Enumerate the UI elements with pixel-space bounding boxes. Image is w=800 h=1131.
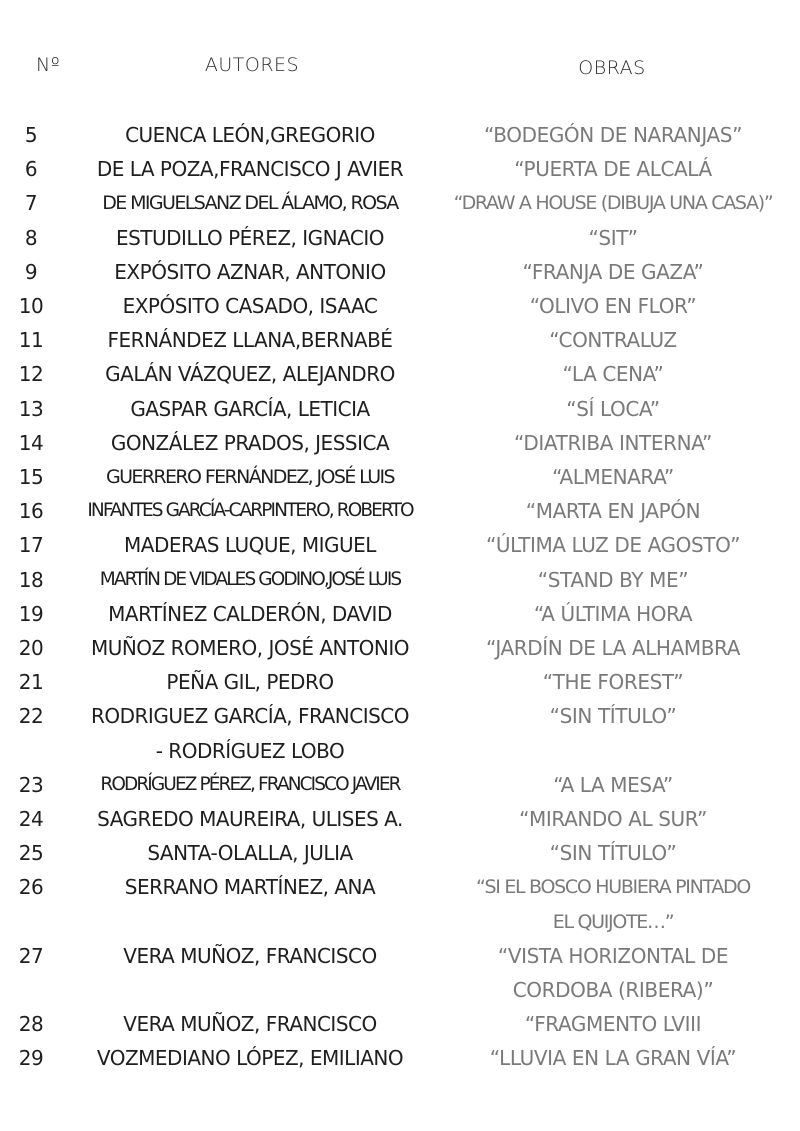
work-title (438, 836, 788, 870)
entry-number: 20 (18, 636, 44, 661)
work-title (438, 392, 788, 426)
author-line: GUERRERO FERNÁNDEZ, JOSÉ LUIS (105, 466, 394, 489)
work-title (438, 460, 788, 494)
author-name (62, 597, 438, 631)
author-name (62, 1007, 438, 1041)
work-title (438, 323, 788, 357)
author-name (62, 255, 438, 289)
entry-number: 29 (18, 1046, 44, 1071)
entry-number: 15 (18, 465, 44, 490)
entry-number: 26 (18, 875, 44, 900)
entry-number: 8 (24, 225, 38, 250)
work-title (438, 1041, 788, 1075)
entry-number: 27 (18, 943, 44, 968)
author-name (62, 699, 438, 767)
work-line: “A LA MESA” (553, 772, 673, 797)
author-name (62, 186, 438, 220)
work-line: “FRAGMENTO LVIII (524, 1012, 702, 1037)
work-title (438, 186, 788, 220)
author-name (62, 357, 438, 391)
work-line: “FRANJA DE GAZA” (522, 259, 704, 284)
list-item (0, 494, 800, 528)
author-name (62, 152, 438, 186)
author-line: ESTUDILLO PÉREZ, IGNACIO (115, 225, 385, 250)
author-line: GONZÁLEZ PRADOS, JESSICA (110, 430, 390, 455)
author-line: SANTA-OLALLA, JULIA (147, 841, 353, 866)
author-name (62, 1041, 438, 1075)
work-line: “LA CENA” (562, 362, 664, 387)
list-item (0, 699, 800, 767)
work-line: “MIRANDO AL SUR” (519, 807, 707, 832)
author-name (62, 836, 438, 870)
list-item (0, 1041, 800, 1075)
work-line: “OLIVO EN FLOR” (529, 294, 697, 319)
work-line: “SIN TÍTULO” (549, 704, 677, 729)
artworks-list (0, 118, 800, 1076)
list-item (0, 768, 800, 802)
author-name (62, 118, 438, 152)
author-line: EXPÓSITO AZNAR, ANTONIO (114, 259, 386, 284)
author-line: DE LA POZA,FRANCISCO J AVIER (96, 157, 404, 182)
list-item (0, 186, 800, 220)
author-line: RODRÍGUEZ PÉREZ, FRANCISCO JAVIER (100, 773, 400, 795)
header-works: OBRAS (578, 57, 646, 79)
entry-number: 10 (18, 294, 44, 319)
list-item (0, 255, 800, 289)
work-line: “THE FOREST” (542, 670, 684, 695)
work-title (438, 597, 788, 631)
author-name (62, 665, 438, 699)
work-title (438, 802, 788, 836)
list-item (0, 289, 800, 323)
list-item (0, 631, 800, 665)
work-title (438, 939, 788, 1007)
author-line: VERA MUÑOZ, FRANCISCO (123, 943, 377, 968)
work-title (438, 255, 788, 289)
author-line: MADERAS LUQUE, MIGUEL (124, 533, 376, 558)
author-line: VOZMEDIANO LÓPEZ, EMILIANO (96, 1046, 404, 1071)
author-line: MUÑOZ ROMERO, JOSÉ ANTONIO (90, 636, 410, 661)
author-line: MARTÍNEZ CALDERÓN, DAVID (108, 601, 392, 626)
work-line: “VISTA HORIZONTAL DE (497, 943, 729, 968)
list-item (0, 152, 800, 186)
author-line: INFANTES GARCÍA-CARPINTERO, ROBERTO (87, 500, 413, 522)
author-line: FERNÁNDEZ LLANA,BERNABÉ (107, 328, 393, 353)
author-name (62, 426, 438, 460)
work-line: “SÍ LOCA” (566, 396, 660, 421)
header-authors: AUTORES (204, 54, 300, 76)
list-item (0, 426, 800, 460)
list-item (0, 836, 800, 870)
author-line: GALÁN VÁZQUEZ, ALEJANDRO (105, 362, 395, 387)
entry-number: 19 (18, 601, 44, 626)
author-line: MARTÍN DE VIDALES GODINO,JOSÉ LUIS (99, 568, 401, 590)
work-line: EL QUIJOTE…” (552, 910, 674, 933)
work-title (438, 357, 788, 391)
list-item (0, 802, 800, 836)
work-title (438, 494, 788, 528)
list-item (0, 597, 800, 631)
list-item (0, 392, 800, 426)
author-line: RODRIGUEZ GARCÍA, FRANCISCO (90, 704, 409, 729)
list-item (0, 870, 800, 938)
list-item (0, 528, 800, 562)
entry-number: 24 (18, 807, 44, 832)
work-line: “CONTRALUZ (549, 328, 677, 353)
work-line: “JARDÍN DE LA ALHAMBRA (485, 636, 740, 661)
entry-number: 5 (24, 123, 38, 147)
entry-number: 22 (18, 704, 44, 729)
entry-number: 17 (18, 533, 44, 558)
work-line: “SIT” (588, 225, 638, 250)
author-line: GASPAR GARCÍA, LETICIA (130, 396, 370, 421)
list-item (0, 323, 800, 357)
entry-number: 16 (18, 499, 44, 524)
list-item (0, 563, 800, 597)
entry-number: 7 (24, 191, 38, 216)
author-line: EXPÓSITO CASADO, ISAAC (122, 294, 378, 319)
work-title (438, 152, 788, 186)
entry-number: 12 (18, 362, 44, 387)
header-number: Nº (36, 54, 61, 76)
work-line: “STAND BY ME” (537, 567, 689, 592)
author-line: PEÑA GIL, PEDRO (166, 670, 334, 695)
author-name (62, 460, 438, 494)
entry-number: 21 (18, 670, 44, 695)
entry-number: 9 (24, 259, 38, 284)
entry-number: 13 (18, 396, 44, 421)
author-name (62, 870, 438, 904)
work-title (438, 768, 788, 802)
work-line: “SI EL BOSCO HUBIERA PINTADO (475, 876, 751, 899)
work-line: “PUERTA DE ALCALÁ (514, 157, 712, 182)
author-name (62, 221, 438, 255)
author-name (62, 563, 438, 597)
work-title (438, 631, 788, 665)
author-line: DE MIGUELSANZ DEL ÁLAMO, ROSA (102, 192, 398, 215)
author-name (62, 939, 438, 973)
list-item (0, 939, 800, 1007)
work-title (438, 1007, 788, 1041)
work-line: “DIATRIBA INTERNA” (514, 430, 712, 455)
author-line: SAGREDO MAUREIRA, ULISES A. (97, 807, 403, 832)
work-title (438, 528, 788, 562)
author-name (62, 528, 438, 562)
list-item (0, 357, 800, 391)
list-item (0, 221, 800, 255)
author-name (62, 802, 438, 836)
work-title (438, 699, 788, 733)
entry-number: 28 (18, 1012, 44, 1037)
work-line: CORDOBA (RIBERA)” (512, 978, 714, 1003)
entry-number: 11 (18, 328, 44, 353)
work-title (438, 221, 788, 255)
list-item (0, 460, 800, 494)
work-title (438, 289, 788, 323)
work-line: “ALMENARA” (552, 465, 674, 490)
work-title (438, 426, 788, 460)
author-line: CUENCA LEÓN,GREGORIO (125, 123, 375, 147)
entry-number: 18 (18, 567, 44, 592)
list-item (0, 1007, 800, 1041)
work-title (438, 118, 788, 152)
work-title (438, 870, 788, 938)
work-line: “BODEGÓN DE NARANJAS” (483, 123, 743, 147)
entry-number: 23 (18, 772, 44, 797)
author-name (62, 494, 438, 528)
list-item (0, 665, 800, 699)
entry-number: 25 (18, 841, 44, 866)
author-line: SERRANO MARTÍNEZ, ANA (124, 875, 376, 900)
work-title (438, 563, 788, 597)
author-name (62, 631, 438, 665)
work-line: “A ÚLTIMA HORA (533, 601, 693, 626)
list-item (0, 118, 800, 152)
work-line: “DRAW A HOUSE (DIBUJA UNA CASA)” (453, 192, 773, 215)
entry-number: 6 (24, 157, 38, 182)
author-line: VERA MUÑOZ, FRANCISCO (123, 1012, 377, 1037)
entry-number: 14 (18, 430, 44, 455)
author-name (62, 768, 438, 802)
author-name (62, 323, 438, 357)
work-line: “SIN TÍTULO” (549, 841, 677, 866)
work-line: “ÚLTIMA LUZ DE AGOSTO” (485, 533, 741, 558)
work-line: “MARTA EN JAPÓN (525, 499, 701, 524)
work-title (438, 665, 788, 699)
work-line: “LLUVIA EN LA GRAN VÍA” (489, 1046, 737, 1071)
author-line: - RODRÍGUEZ LOBO (155, 738, 345, 763)
author-name (62, 289, 438, 323)
author-name (62, 392, 438, 426)
